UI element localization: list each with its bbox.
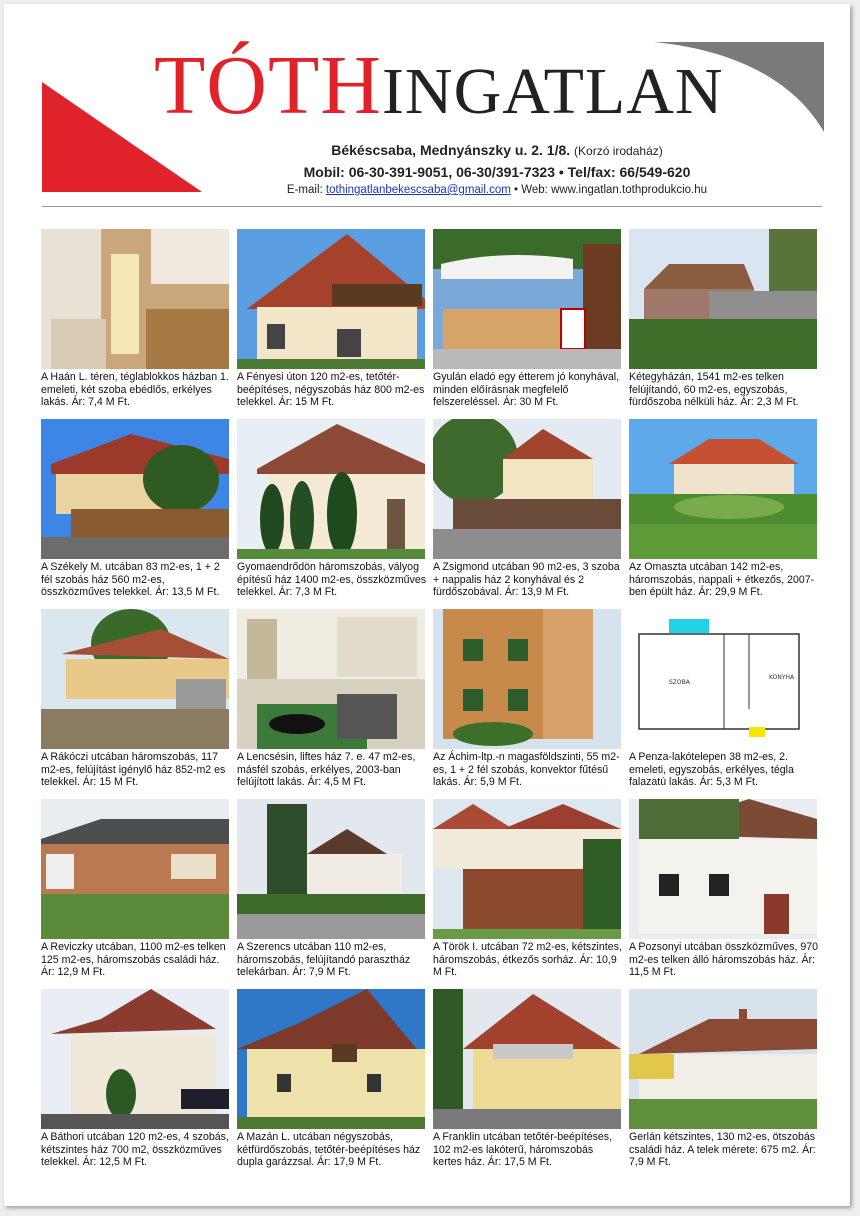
listing-caption: A Reviczky utcában, 1100 m2-es telken 125 m2-es, háromszobás családi ház. Ár: 12,9 M Ft.	[41, 941, 226, 979]
listing-caption: A Rákóczi utcában háromszobás, 117 m2-es, felújítást igénylő ház 852-m2 es telekkel. Ár: 15 M Ft.	[41, 751, 226, 789]
listing-caption: A Haán L. téren, téglablokkos házban 1. emeleti, két szoba ebédlős, erkélyes lakás. Ár: 7,4 M Ft.	[41, 371, 229, 409]
listing-photo	[433, 229, 621, 369]
listing-photo	[629, 229, 817, 369]
listing-card	[237, 799, 425, 989]
listing-card	[237, 609, 425, 799]
listing-caption: Az Omaszta utcában 142 m2-es, háromszobás, nappali + étkezős, 2007-ben épült ház. Ár: 29,9 M Ft.	[629, 561, 815, 599]
listing-card	[433, 229, 621, 419]
listing-card	[629, 229, 817, 419]
svg-text:KONYHA: KONYHA	[769, 674, 795, 681]
listing-photo	[433, 609, 621, 749]
listing-photo	[41, 419, 229, 559]
email-link[interactable]: tothingatlanbekescsaba@gmail.com	[325, 184, 511, 196]
listing-caption: Gyomaendrődön háromszobás, vályog építésű ház 1400 m2-es, összközműves telekkel. Ár: 7,3 M Ft.	[237, 561, 427, 599]
listing-photo	[433, 799, 621, 939]
listing-caption: Gerlán kétszintes, 130 m2-es, ötszobás családi ház. A telek mérete: 675 m2. Ár: 7,9 M Ft.	[629, 1131, 816, 1169]
listing-caption: Kétegyházán, 1541 m2-es telken felújítandó, 60 m2-es, egyszobás, fürdőszoba nélküli ház. Ár: 2,3 M Ft.	[629, 371, 799, 409]
listing-photo	[629, 419, 817, 559]
listing-caption: A Székely M. utcában 83 m2-es, 1 + 2 fél szobás ház 560 m2-es, összközműves telekkel. Ár: 13,5 M Ft.	[41, 561, 220, 599]
listing-card	[237, 419, 425, 609]
listing-photo	[433, 419, 621, 559]
listing-photo	[237, 989, 425, 1129]
listing-card	[433, 419, 621, 609]
office-address	[4, 142, 850, 158]
listing-card	[433, 609, 621, 799]
listing-photo	[237, 419, 425, 559]
listing-caption: A Török I. utcában 72 m2-es, kétszintes, háromszobás, étkezős sorház. Ár: 10,9 M Ft.	[433, 941, 622, 979]
listing-card	[41, 419, 229, 609]
listing-photo	[41, 229, 229, 369]
svg-text:SZOBA: SZOBA	[669, 679, 690, 686]
listing-caption: A Szerencs utcában 110 m2-es, háromszobás, felújítandó parasztház telekárban. Ár: 7,9 M Ft.	[237, 941, 411, 979]
listing-card	[629, 419, 817, 609]
listing-card	[41, 799, 229, 989]
listing-caption: A Fényesi úton 120 m2-es, tetőtér-beépítéses, négyszobás ház 800 m2-es telekkel. Ár: 15 M Ft.	[237, 371, 425, 409]
listing-caption: Az Áchim-ltp.-n magasföldszinti, 55 m2-es, 1 + 2 fél szobás, konvektor fűtésű lakás. Ár: 5,9 M Ft.	[433, 751, 620, 789]
listing-photo	[629, 609, 817, 749]
listing-card	[629, 799, 817, 989]
listing-caption: A Pozsonyi utcában összközműves, 970 m2-es telken álló háromszobás ház. Ár: 11,5 M Ft.	[629, 941, 819, 979]
phone-contacts: Mobil: 06-30-391-9051, 06-30/391-7323 • Tel/fax: 66/549-620	[303, 164, 691, 180]
listing-photo	[237, 799, 425, 939]
company-logo	[154, 39, 724, 132]
listing-card	[41, 609, 229, 799]
email-label: E-mail:	[286, 184, 326, 196]
listing-caption: A Lencsésin, liftes ház 7. e. 47 m2-es, másfél szobás, erkélyes, 2003-ban felújított lakás. Ár: 4,5 M Ft.	[237, 751, 416, 789]
address-text: Békéscsaba, Mednyánszky u. 2. 1/8.	[331, 142, 571, 158]
listing-photo	[41, 799, 229, 939]
listing-card	[41, 229, 229, 419]
listing-caption: Gyulán eladó egy étterem jó konyhával, minden előírásnak megfelelő felszereléssel. Ár: 30 M Ft.	[433, 371, 620, 409]
listing-caption: A Franklin utcában tetőtér-beépítéses, 102 m2-es lakóterű, háromszobás kertes ház. Ár: 17,5 M Ft.	[433, 1131, 613, 1169]
listing-card	[237, 989, 425, 1179]
email-web-line	[4, 184, 850, 196]
listing-photo	[629, 989, 817, 1129]
listing-photo	[237, 609, 425, 749]
listing-card	[237, 229, 425, 419]
listing-caption: A Mazán L. utcában négyszobás, kétfürdőszobás, tetőtér-beépítéses ház dupla garázzsal. Ár: 17,9 M Ft.	[237, 1131, 421, 1169]
listing-card	[629, 989, 817, 1179]
listing-photo	[41, 609, 229, 749]
listing-photo	[629, 799, 817, 939]
listing-photo	[433, 989, 621, 1129]
header-divider	[42, 206, 822, 207]
listing-grid	[41, 229, 831, 1179]
listing-card	[433, 799, 621, 989]
listing-caption: A Penza-lakótelepen 38 m2-es, 2. emeleti, egyszobás, erkélyes, tégla falazatú lakás. Ár: 5,3 M Ft.	[629, 751, 794, 789]
web-text: • Web: www.ingatlan.tothprodukcio.hu	[510, 184, 708, 196]
listing-card	[41, 989, 229, 1179]
listing-caption: A Báthori utcában 120 m2-es, 4 szobás, kétszintes ház 700 m2, összközműves telekkel. Ár: 12,5 M Ft.	[41, 1131, 229, 1169]
logo-toth: TÓTH	[154, 39, 382, 132]
flyer-page	[4, 4, 850, 1206]
listing-card	[629, 609, 817, 799]
listing-card	[433, 989, 621, 1179]
logo-ingatlan: INGATLAN	[381, 55, 724, 128]
address-note: (Korzó irodaház)	[574, 144, 663, 158]
listing-photo	[41, 989, 229, 1129]
listing-photo	[237, 229, 425, 369]
listing-caption: A Zsigmond utcában 90 m2-es, 3 szoba + nappalis ház 2 konyhával és 2 fürdőszobával. Ár: 13,9 M Ft.	[433, 561, 620, 599]
